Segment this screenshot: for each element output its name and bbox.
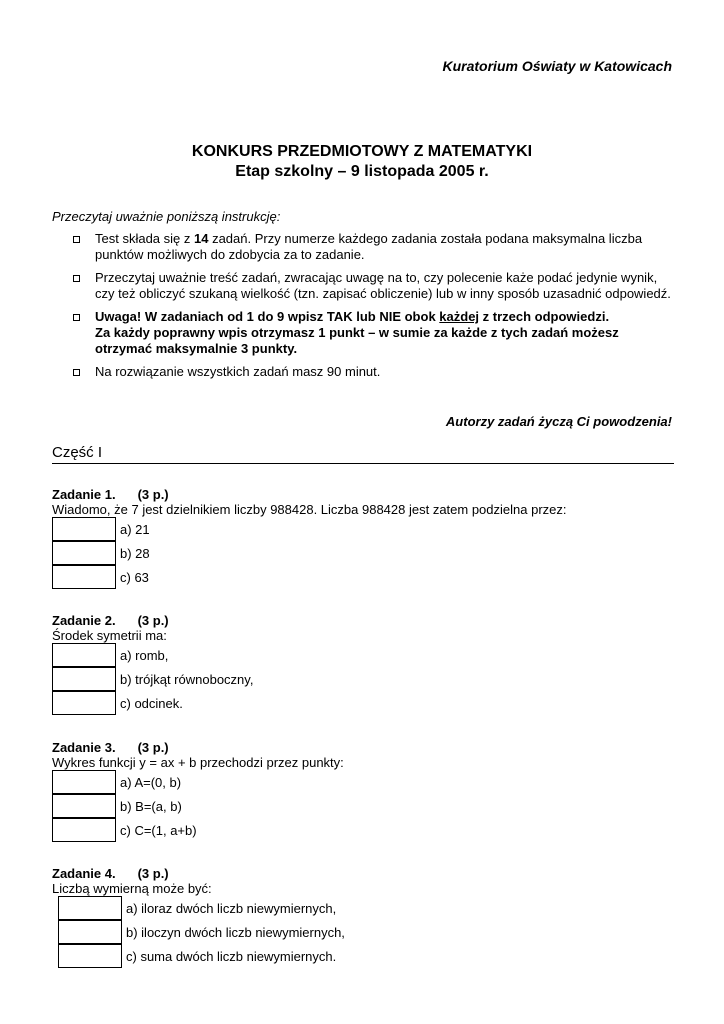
instruction-item-warning: Uwaga! W zadaniach od 1 do 9 wpisz TAK lub NIE obok każdej z trzech odpowiedzi. Za każdy poprawny wpis otrzymasz 1 punkt – w sumie za każde z tych zadań możesz otrzymać maksymalnie 3 punkty. [72, 309, 672, 357]
answer-list [52, 517, 674, 589]
answer-label: b) iloczyn dwóch liczb niewymiernych, [126, 924, 345, 940]
answer-label: a) 21 [120, 521, 150, 537]
instructions-intro: Przeczytaj uważnie poniższą instrukcję: [52, 209, 281, 224]
task-1 [52, 488, 674, 589]
answer-label: b) B=(a, b) [120, 798, 182, 814]
answer-row [52, 643, 674, 667]
answer-row [52, 541, 674, 565]
task-4 [52, 867, 674, 968]
task-2 [52, 614, 674, 715]
task-3 [52, 741, 674, 842]
answer-box[interactable] [58, 944, 122, 968]
answer-list [52, 643, 674, 715]
checkbox-bullet-icon [73, 369, 80, 376]
answer-row [52, 667, 674, 691]
good-luck-message: Autorzy zadań życzą Ci powodzenia! [445, 414, 672, 429]
answer-row [52, 794, 674, 818]
task-header: Zadanie 1. (3 p.) [52, 487, 169, 502]
answer-row [52, 517, 674, 541]
answer-label: a) A=(0, b) [120, 774, 182, 790]
answer-label: c) 63 [120, 569, 149, 585]
task-question: Liczbą wymierną może być: [52, 881, 212, 896]
answer-row [58, 896, 674, 920]
answer-row [52, 565, 674, 589]
checkbox-bullet-icon [73, 275, 80, 282]
task-header: Zadanie 4. (3 p.) [52, 866, 169, 881]
answer-box[interactable] [52, 667, 116, 691]
task-question: Środek symetrii ma: [52, 628, 167, 643]
answer-row [52, 818, 674, 842]
task-header: Zadanie 2. (3 p.) [52, 613, 169, 628]
answer-label: a) romb, [120, 647, 169, 663]
part-title: Część I [52, 444, 674, 464]
answer-label: c) suma dwóch liczb niewymiernych. [126, 948, 337, 964]
answer-box[interactable] [52, 691, 116, 715]
answer-label: b) 28 [120, 545, 150, 561]
answer-row [52, 691, 674, 715]
stage-date: Etap szkolny – 9 listopada 2005 r. [235, 163, 489, 180]
answer-box[interactable] [52, 517, 116, 541]
checkbox-bullet-icon [73, 314, 80, 321]
answer-label: c) C=(1, a+b) [120, 822, 197, 838]
answer-row [58, 944, 674, 968]
checkbox-bullet-icon [73, 236, 80, 243]
answer-row [58, 920, 674, 944]
answer-label: a) iloraz dwóch liczb niewymiernych, [126, 900, 337, 916]
answer-label: b) trójkąt równoboczny, [120, 671, 254, 687]
answer-box[interactable] [52, 794, 116, 818]
answer-box[interactable] [52, 541, 116, 565]
answer-box[interactable] [58, 920, 122, 944]
answer-box[interactable] [52, 818, 116, 842]
organization-name: Kuratorium Oświaty w Katowicach [442, 58, 672, 74]
competition-title: KONKURS PRZEDMIOTOWY Z MATEMATYKI [191, 143, 533, 160]
instruction-item: Na rozwiązanie wszystkich zadań masz 90 minut. [72, 364, 672, 380]
task-question: Wiadomo, że 7 jest dzielnikiem liczby 988428. Liczba 988428 jest zatem podzielna przez: [52, 502, 567, 517]
answer-list [52, 770, 674, 842]
instruction-item: Test składa się z 14 zadań. Przy numerze każdego zadania została podana maksymalna liczba punktów możliwych do zdobycia za to zadanie. [72, 231, 672, 263]
answer-box[interactable] [52, 770, 116, 794]
answer-box[interactable] [52, 643, 116, 667]
instruction-item: Przeczytaj uważnie treść zadań, zwracając uwagę na to, czy polecenie każe podać jedynie wynik, czy też obliczyć szukaną wielkość (tzn. zapisać obliczenie) lub w inny sposób uzasadnić odpowiedź. [72, 270, 672, 302]
answer-row [52, 770, 674, 794]
answer-label: c) odcinek. [120, 695, 183, 711]
instructions-list [72, 231, 672, 387]
answer-box[interactable] [52, 565, 116, 589]
task-question: Wykres funkcji y = ax + b przechodzi przez punkty: [52, 755, 344, 770]
task-header: Zadanie 3. (3 p.) [52, 740, 169, 755]
answer-box[interactable] [58, 896, 122, 920]
answer-list [58, 896, 674, 968]
